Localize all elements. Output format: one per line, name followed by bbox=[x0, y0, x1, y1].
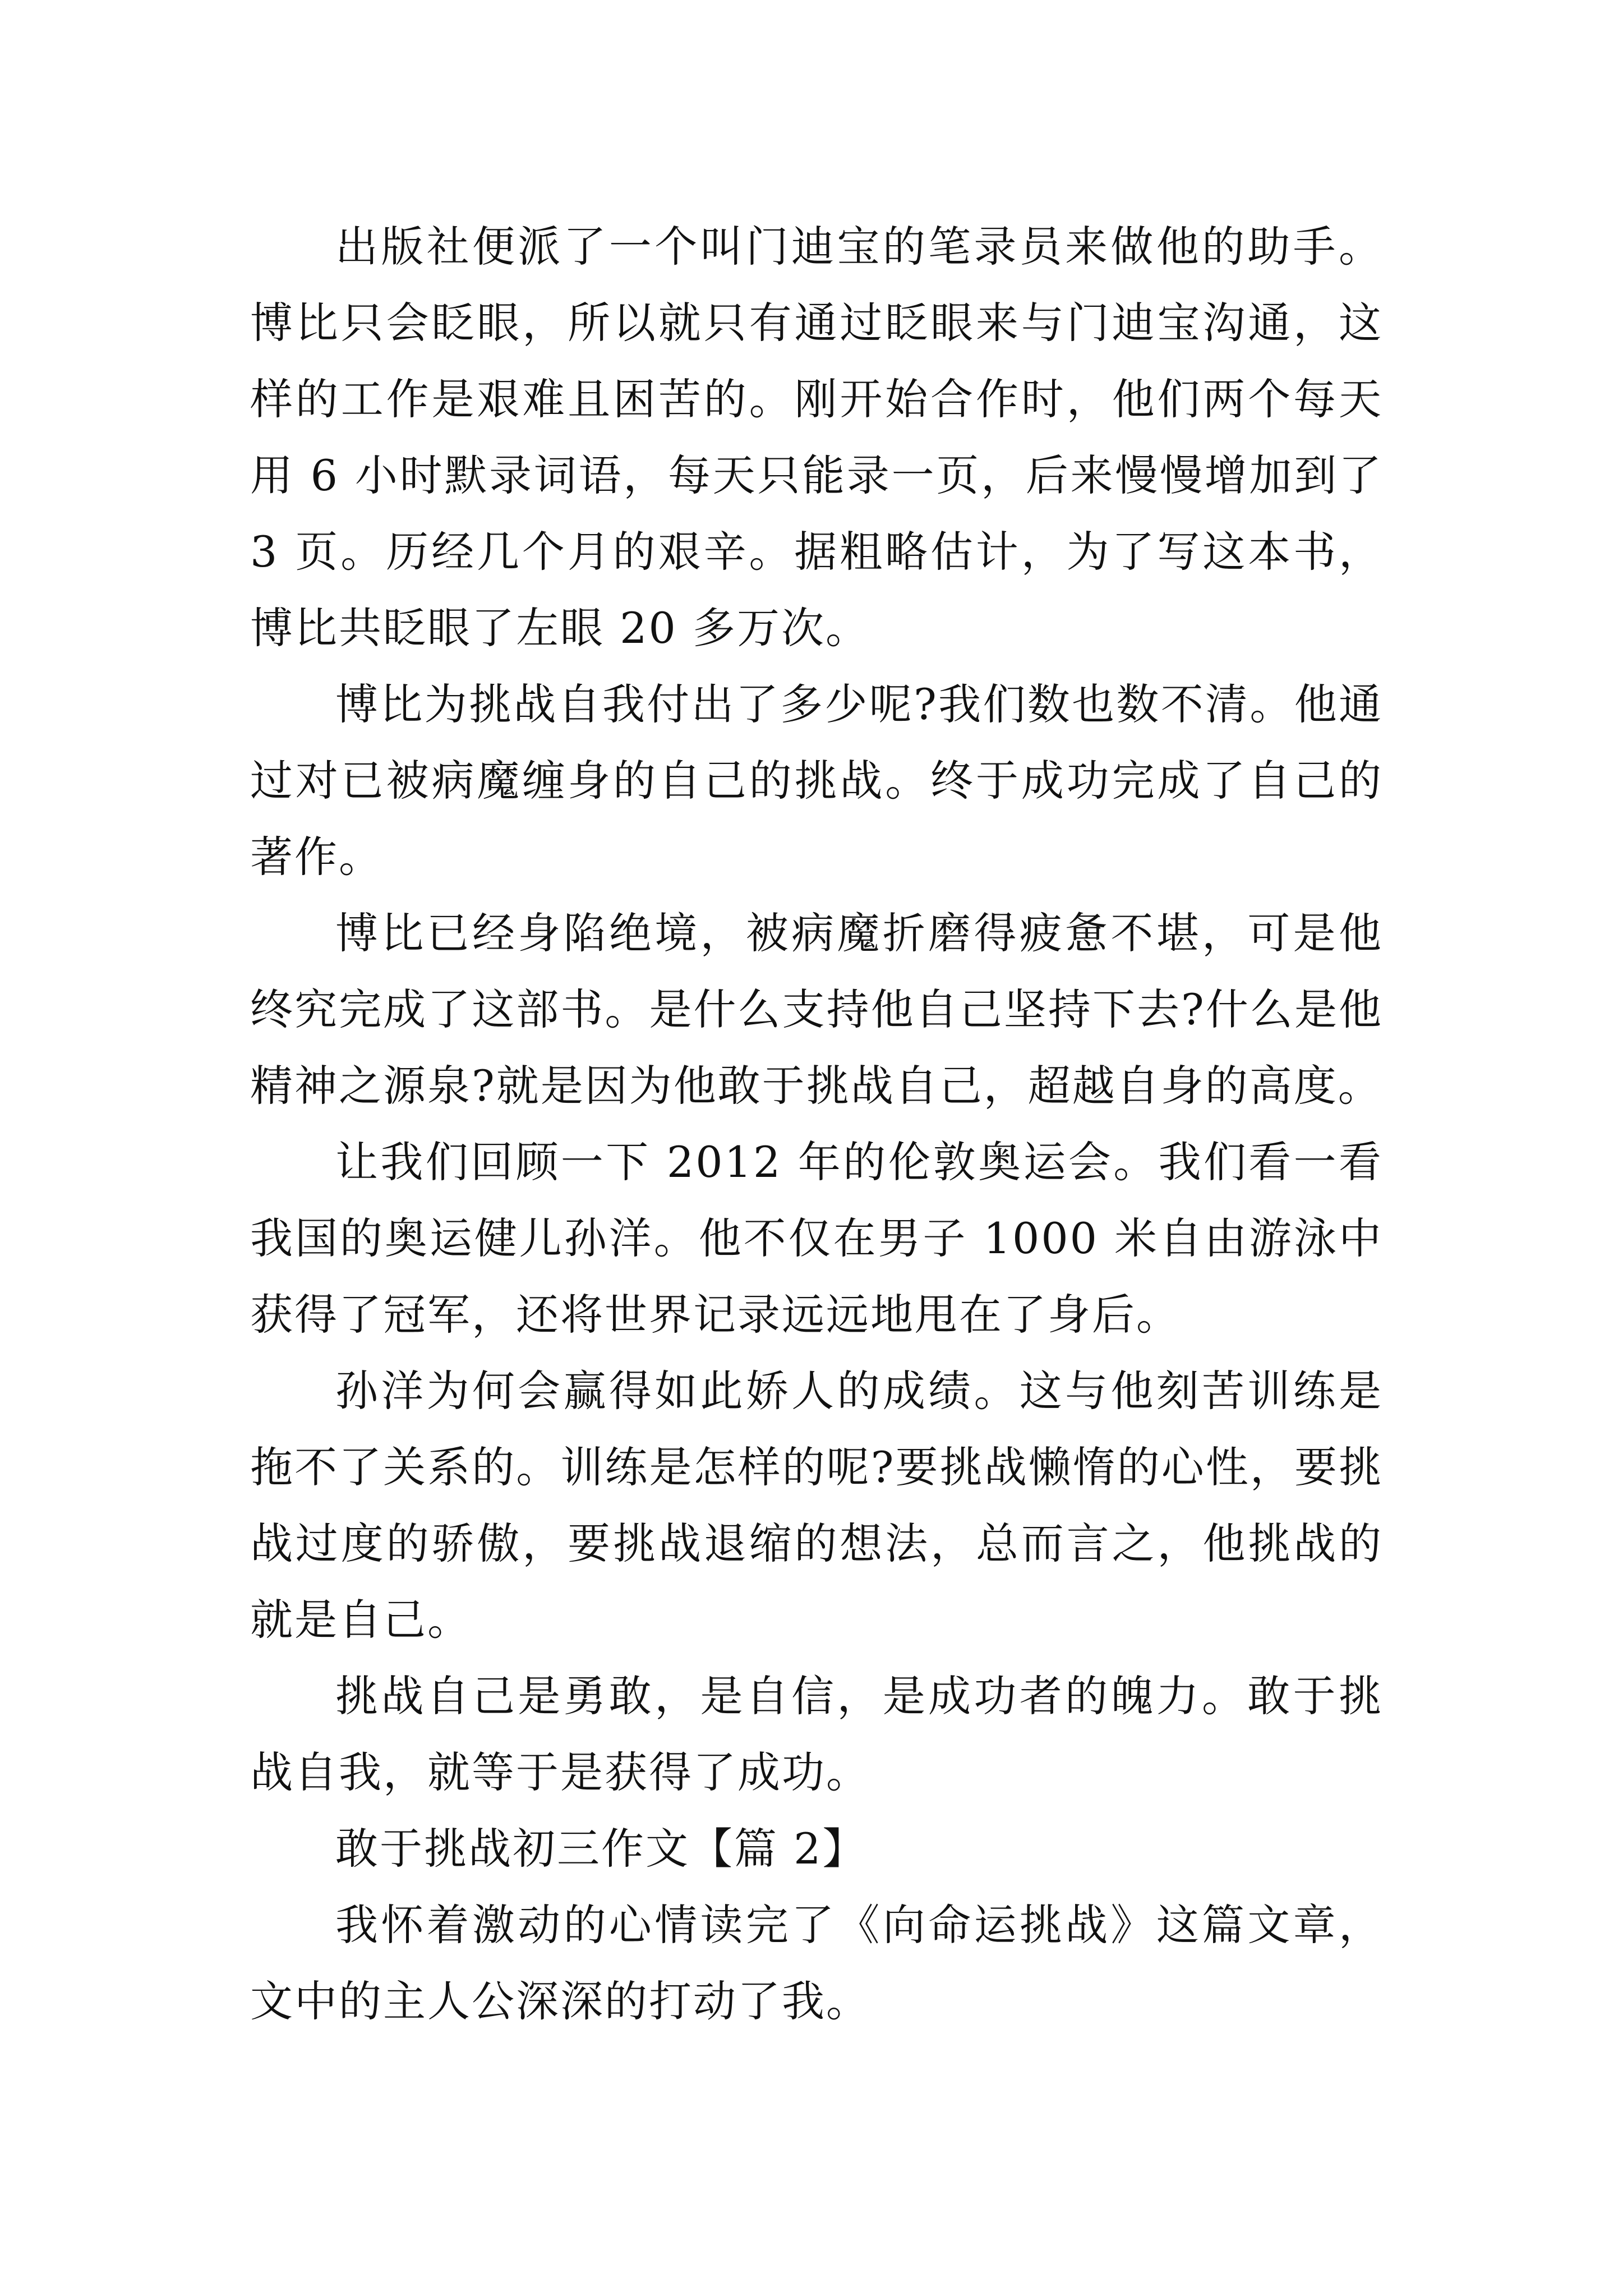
section-heading: 敢于挑战初三作文【篇 2】 bbox=[335, 1824, 867, 1874]
paragraph: 孙洋为何会赢得如此娇人的成绩。这与他刻苦训练是拖不了关系的。训练是怎样的呢?要挑战懒惰的心性，要挑战过度的骄傲，要挑战退缩的想法，总而言之，他挑战的就是自己。 bbox=[250, 1366, 1383, 1645]
document-body bbox=[250, 209, 1383, 2040]
paragraph: 博比已经身陷绝境，被病魔折磨得疲惫不堪，可是他终究完成了这部书。是什么支持他自己坚持下去?什么是他精神之源泉?就是因为他敢于挑战自己，超越自身的高度。 bbox=[250, 908, 1383, 1111]
paragraph: 挑战自己是勇敢，是自信，是成功者的魄力。敢于挑战自我，就等于是获得了成功。 bbox=[250, 1671, 1383, 1797]
paragraph: 让我们回顾一下 2012 年的伦敦奥运会。我们看一看我国的奥运健儿孙洋。他不仅在男子 1000 米自由游泳中获得了冠军，还将世界记录远远地甩在了身后。 bbox=[250, 1137, 1383, 1340]
paragraph: 出版社便派了一个叫门迪宝的笔录员来做他的助手。博比只会眨眼，所以就只有通过眨眼来与门迪宝沟通，这样的工作是艰难且困苦的。刚开始合作时，他们两个每天用 6 小时默录词语，每天只能录一页，后来慢慢增加到了 3 页。历经几个月的艰辛。据粗略估计，为了写这本书，博比共眨眼了左眼 20 多万次。 bbox=[250, 222, 1383, 653]
paragraph: 博比为挑战自我付出了多少呢?我们数也数不清。他通过对已被病魔缠身的自己的挑战。终于成功完成了自己的著作。 bbox=[250, 679, 1383, 882]
paragraph: 我怀着激动的心情读完了《向命运挑战》这篇文章，文中的主人公深深的打动了我。 bbox=[250, 1900, 1383, 2026]
